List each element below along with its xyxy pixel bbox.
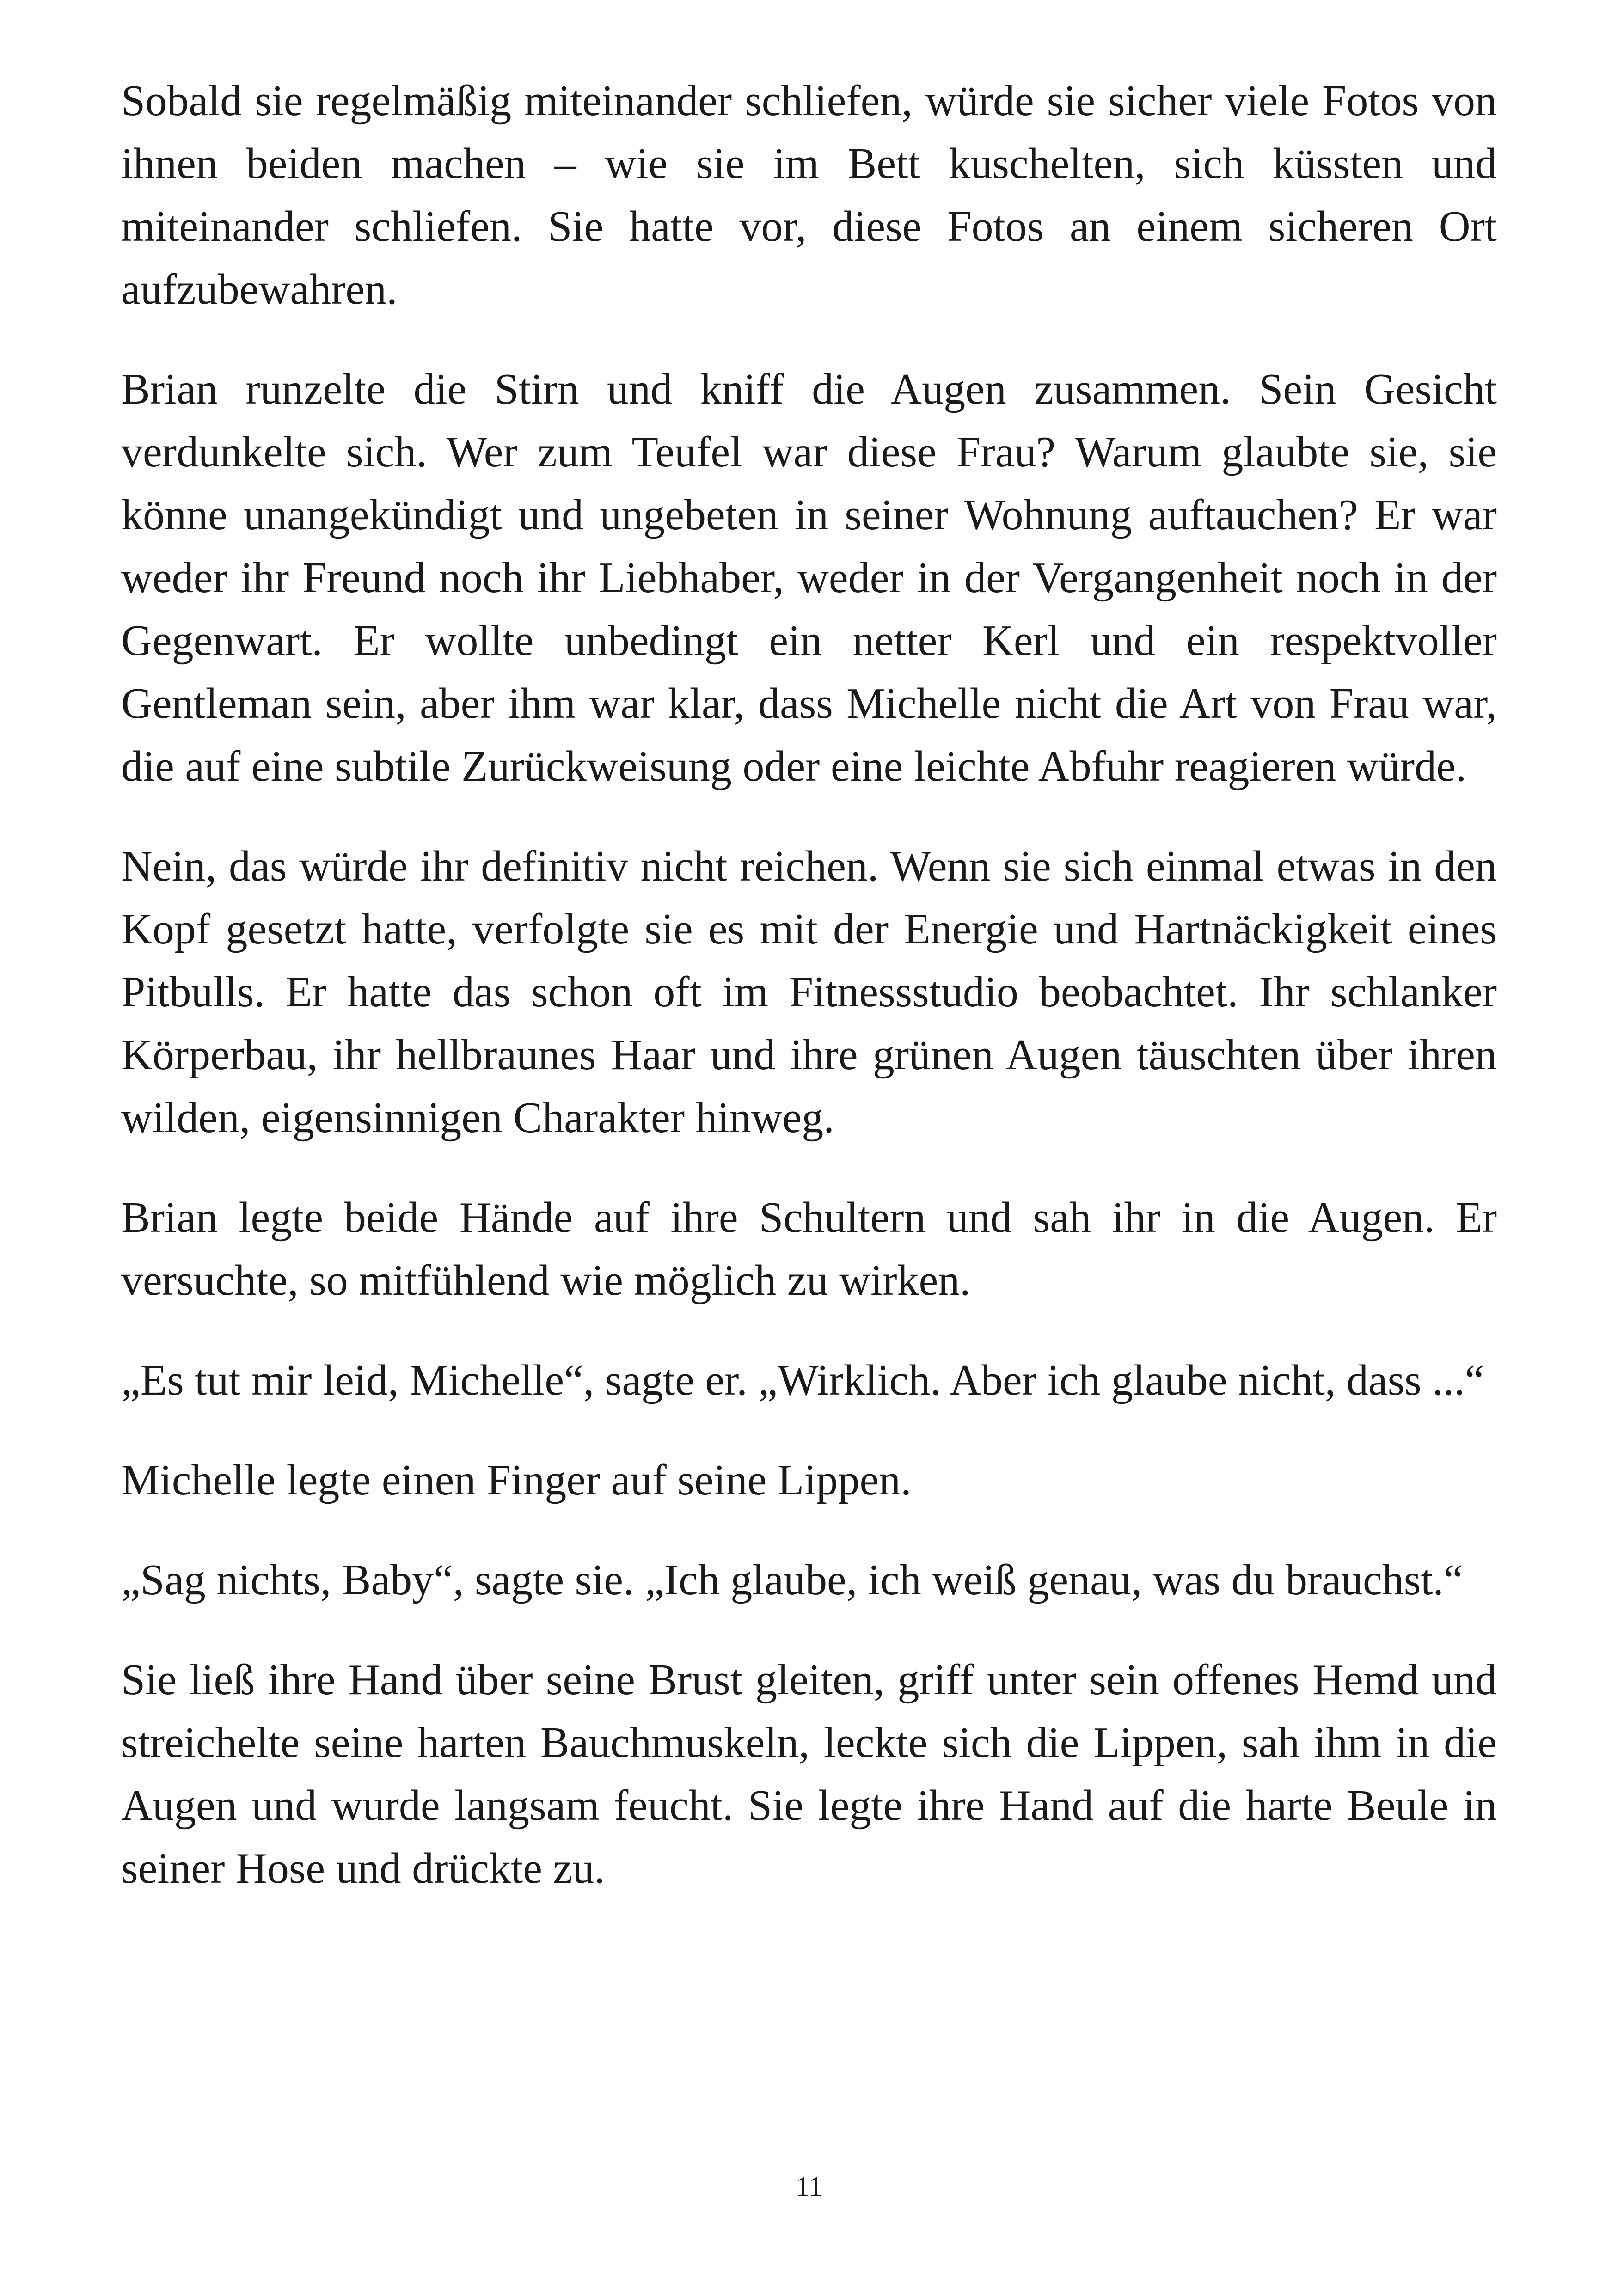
paragraph: Brian legte beide Hände auf ihre Schultern und sah ihr in die Augen. Er versuchte, so mitfühlend wie möglich zu wirken. <box>121 1194 1497 1304</box>
paragraph: Michelle legte einen Finger auf seine Lippen. <box>121 1456 912 1504</box>
paragraph: „Sag nichts, Baby“, sagte sie. „Ich glaube, ich weiß genau, was du brauchst.“ <box>121 1556 1463 1604</box>
page-body <box>121 69 1497 1937</box>
paragraph: Nein, das würde ihr definitiv nicht reichen. Wenn sie sich einmal etwas in den Kopf gesetzt hatte, verfolgte sie es mit der Energie und Hartnäckigkeit eines Pitbulls. Er hatte das schon oft im Fitnessstudio beobachtet. Ihr schlanker Körperbau, ihr hellbraunes Haar und ihre grünen Augen täuschten über ihren wilden, eigensinnigen Charakter hinweg. <box>121 842 1497 1142</box>
paragraph: „Es tut mir leid, Michelle“, sagte er. „Wirklich. Aber ich glaube nicht, dass ...“ <box>121 1356 1484 1404</box>
paragraph: Sobald sie regelmäßig miteinander schliefen, würde sie sicher viele Fotos von ihnen beiden machen – wie sie im Bett kuschelten, sich küssten und miteinander schliefen. Sie hatte vor, diese Fotos an einem sicheren Ort aufzubewahren. <box>121 77 1497 313</box>
page-number: 11 <box>796 2171 822 2202</box>
paragraph: Brian runzelte die Stirn und kniff die Augen zusammen. Sein Gesicht verdunkelte sich. Wer zum Teufel war diese Frau? Warum glaubte sie, sie könne unangekündigt und ungebeten in seiner Wohnung auftauchen? Er war weder ihr Freund noch ihr Liebhaber, weder in der Vergangenheit noch in der Gegenwart. Er wollte unbedingt ein netter Kerl und ein respektvoller Gentleman sein, aber ihm war klar, dass Michelle nicht die Art von Frau war, die auf eine subtile Zurückweisung oder eine leichte Abfuhr reagieren würde. <box>121 365 1497 790</box>
paragraph: Sie ließ ihre Hand über seine Brust gleiten, griff unter sein offenes Hemd und streichelte seine harten Bauchmuskeln, leckte sich die Lippen, sah ihm in die Augen und wurde langsam feucht. Sie legte ihre Hand auf die harte Beule in seiner Hose und drückte zu. <box>121 1656 1497 1892</box>
